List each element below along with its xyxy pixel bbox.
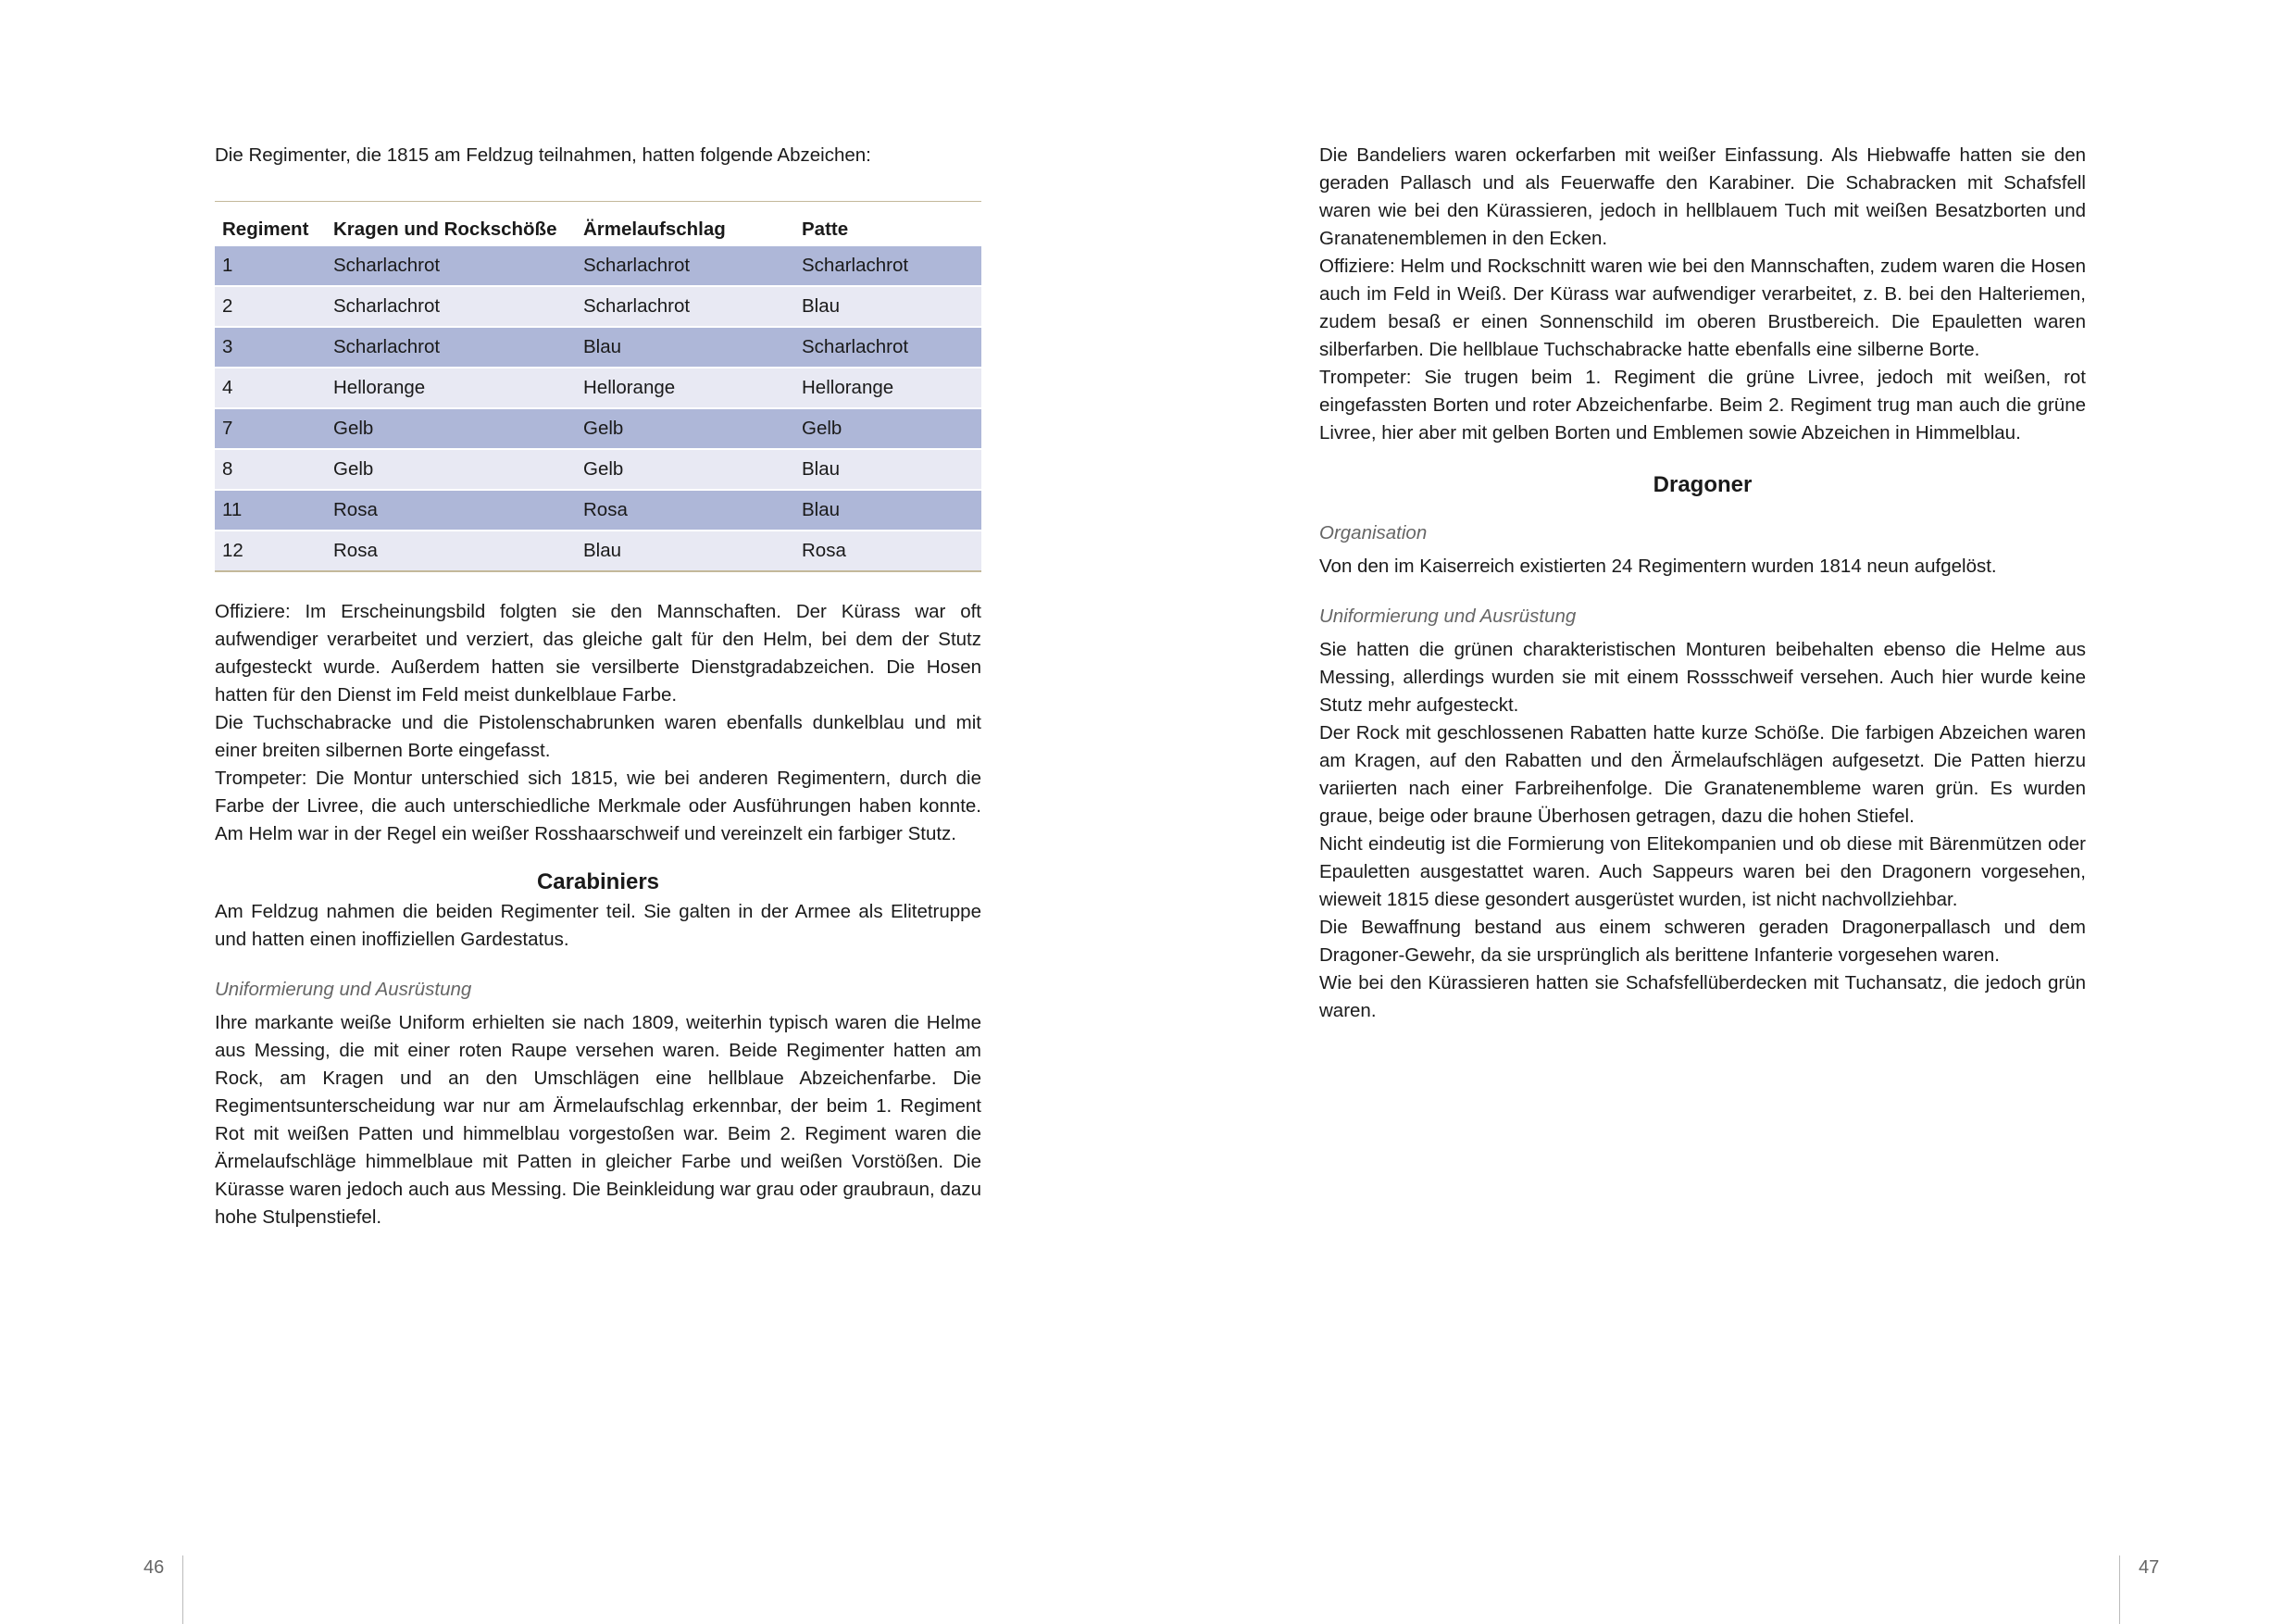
trumpeter-paragraph: Trompeter: Die Montur unterschied sich 1815, wie bei anderen Regimentern, durch die Farbe der Livree, die auch unterschiedliche Merkmale oder Ausführungen haben konnte. Am Helm war in der Regel ein weißer Rosshaarschweif und vereinzelt ein farbiger Stutz. <box>215 768 981 844</box>
bandoliers-paragraph: Die Bandeliers waren ockerfarben mit weißer Einfassung. Als Hiebwaffe hatten sie den geraden Pallasch und als Feuerwaffe den Karabiner. Die Schabracken mit Schafsfell waren wie bei den Kürassieren, jedoch in hellblauem Tuch mit weißen Besatzborten und Granatenemblemen in den Ecken. <box>1319 144 2086 249</box>
cell-collar: Gelb <box>326 449 576 490</box>
table-row <box>215 408 981 449</box>
cell-cuff: Blau <box>576 327 794 368</box>
cell-patte: Scharlachrot <box>794 245 981 286</box>
header-collar: Kragen und Rockschöße <box>333 219 557 240</box>
cell-patte: Hellorange <box>794 368 981 408</box>
officers-paragraph: Offiziere: Im Erscheinungsbild folgten sie den Mannschaften. Der Kürass war oft aufwendiger verarbeitet und verziert, das gleiche galt für den Helm, bei dem der Stutz aufgesteckt wurde. Außerdem hatten sie versilberte Dienstgradabzeichen. Die Hosen hatten für den Dienst im Feld meist dunkelblaue Farbe. <box>215 601 981 706</box>
uniform-paragraph-5: Wie bei den Kürassieren hatten sie Schafsfellüberdecken mit Tuchansatz, die jedoch grün waren. <box>1319 972 2086 1021</box>
organisation-subheading: Organisation <box>1319 522 1428 543</box>
cell-regiment: 2 <box>215 286 326 327</box>
cell-regiment: 8 <box>215 449 326 490</box>
header-regiment: Regiment <box>222 219 309 240</box>
cell-cuff: Scharlachrot <box>576 286 794 327</box>
officers-paragraph: Offiziere: Helm und Rockschnitt waren wie bei den Mannschaften, zudem waren die Hosen auch im Feld in Weiß. Der Kürass war aufwendiger verarbeitet, z. B. bei den Halteriemen, zudem besaß er einen Sonnenschild im oberen Brustbereich. Die Epauletten waren silberfarben. Die hellblaue Tuchschabracke hatte ebenfalls eine silberne Borte. <box>1319 256 2086 360</box>
header-cuff: Ärmelaufschlag <box>583 219 726 240</box>
left-text-column <box>215 142 981 1231</box>
table-row <box>215 531 981 571</box>
cell-collar: Scharlachrot <box>326 327 576 368</box>
table-row <box>215 490 981 531</box>
table-row <box>215 449 981 490</box>
table-row <box>215 368 981 408</box>
right-text-column <box>1319 142 2086 1025</box>
carabiniers-uniform-paragraph: Ihre markante weiße Uniform erhielten sie nach 1809, weiterhin typisch waren die Helme aus Messing, die mit einer roten Raupe versehen waren. Beide Regimenter hatten am Rock, am Kragen und an den Umschlägen eine hellblaue Abzeichenfarbe. Die Regimentsunterscheidung war nur am Ärmelaufschlag erkennbar, der beim 1. Regiment Rot mit weißen Patten und himmelblau vorgestoßen war. Beim 2. Regiment waren die Ärmelaufschläge himmelblaue mit Patten in gleicher Farbe und weißen Vorstößen. Die Kürasse waren jedoch auch aus Messing. Die Beinkleidung war grau oder graubraun, dazu hohe Stulpenstiefel. <box>215 1012 981 1228</box>
cell-cuff: Rosa <box>576 490 794 531</box>
cell-patte: Scharlachrot <box>794 327 981 368</box>
cell-cuff: Gelb <box>576 449 794 490</box>
uniform-paragraph-4: Die Bewaffnung bestand aus einem schweren geraden Dragonerpallasch und dem Dragoner-Gewehr, da sie ursprünglich als berittene Infanterie vorgesehen waren. <box>1319 917 2086 966</box>
table-row <box>215 286 981 327</box>
cell-collar: Rosa <box>326 490 576 531</box>
cell-cuff: Scharlachrot <box>576 245 794 286</box>
right-page <box>1148 0 2296 1624</box>
cell-regiment: 11 <box>215 490 326 531</box>
cell-patte: Rosa <box>794 531 981 571</box>
cell-collar: Gelb <box>326 408 576 449</box>
dragoner-heading: Dragoner <box>1653 472 1753 497</box>
cell-regiment: 3 <box>215 327 326 368</box>
carabiniers-intro: Am Feldzug nahmen die beiden Regimenter teil. Sie galten in der Armee als Elitetruppe und hatten einen inoffiziellen Gardestatus. <box>215 901 981 950</box>
regiment-insignia-table <box>215 201 981 572</box>
cell-cuff: Blau <box>576 531 794 571</box>
cell-patte: Blau <box>794 490 981 531</box>
table-row <box>215 327 981 368</box>
page-number-right: 47 <box>2139 1557 2160 1578</box>
cell-regiment: 7 <box>215 408 326 449</box>
carabiniers-subheading: Uniformierung und Ausrüstung <box>215 979 472 1000</box>
uniform-paragraph-3: Nicht eindeutig ist die Formierung von Elitekompanien und ob diese mit Bärenmützen oder Epauletten ausgestattet waren. Auch Sappeurs waren bei den Dragonern vorgesehen, wieweit 1815 diese gesondert ausgerüstet wurden, ist nicht nachvollziehbar. <box>1319 833 2086 910</box>
organisation-paragraph: Von den im Kaiserreich existierten 24 Regimentern wurden 1814 neun aufgelöst. <box>1319 556 1997 577</box>
header-patte: Patte <box>802 219 849 240</box>
cell-regiment: 12 <box>215 531 326 571</box>
cell-cuff: Hellorange <box>576 368 794 408</box>
table-header-row <box>215 202 981 246</box>
cell-regiment: 4 <box>215 368 326 408</box>
dragoner-uniform-subheading: Uniformierung und Ausrüstung <box>1319 606 1577 627</box>
table-intro: Die Regimenter, die 1815 am Feldzug teilnahmen, hatten folgende Abzeichen: <box>215 144 871 166</box>
margin-rule-right <box>2119 1555 2120 1624</box>
uniform-paragraph-1: Sie hatten die grünen charakteristischen Monturen beibehalten ebenso die Helme aus Messing, allerdings wurden sie mit einem Rossschweif versehen. Auch hier wurde keine Stutz mehr aufgesteckt. <box>1319 639 2086 716</box>
saddle-cloth-paragraph: Die Tuchschabracke und die Pistolenschabrunken waren ebenfalls dunkelblau und mit einer breiten silbernen Borte eingefasst. <box>215 712 981 761</box>
margin-rule-left <box>182 1555 183 1624</box>
cell-cuff: Gelb <box>576 408 794 449</box>
cell-collar: Scharlachrot <box>326 245 576 286</box>
page-number-left: 46 <box>144 1557 165 1578</box>
trumpeter-paragraph: Trompeter: Sie trugen beim 1. Regiment die grüne Livree, jedoch mit weißen, rot eingefassten Borten und roter Abzeichenfarbe. Beim 2. Regiment trug man auch die grüne Livree, hier aber mit gelben Borten und Emblemen sowie Abzeichen in Himmelblau. <box>1319 367 2086 443</box>
cell-regiment: 1 <box>215 245 326 286</box>
uniform-paragraph-2: Der Rock mit geschlossenen Rabatten hatte kurze Schöße. Die farbigen Abzeichen waren am Kragen, auf den Rabatten und den Ärmelaufschlägen aufgesetzt. Die Patten hierzu variierten nach einer Farbreihenfolge. Die Granatenembleme waren grün. Es wurden graue, beige oder braune Überhosen getragen, dazu die hohen Stiefel. <box>1319 722 2086 827</box>
table-row <box>215 245 981 286</box>
cell-patte: Blau <box>794 449 981 490</box>
cell-collar: Rosa <box>326 531 576 571</box>
cell-patte: Blau <box>794 286 981 327</box>
cell-collar: Scharlachrot <box>326 286 576 327</box>
cell-patte: Gelb <box>794 408 981 449</box>
cell-collar: Hellorange <box>326 368 576 408</box>
carabiniers-heading: Carabiniers <box>536 869 660 894</box>
